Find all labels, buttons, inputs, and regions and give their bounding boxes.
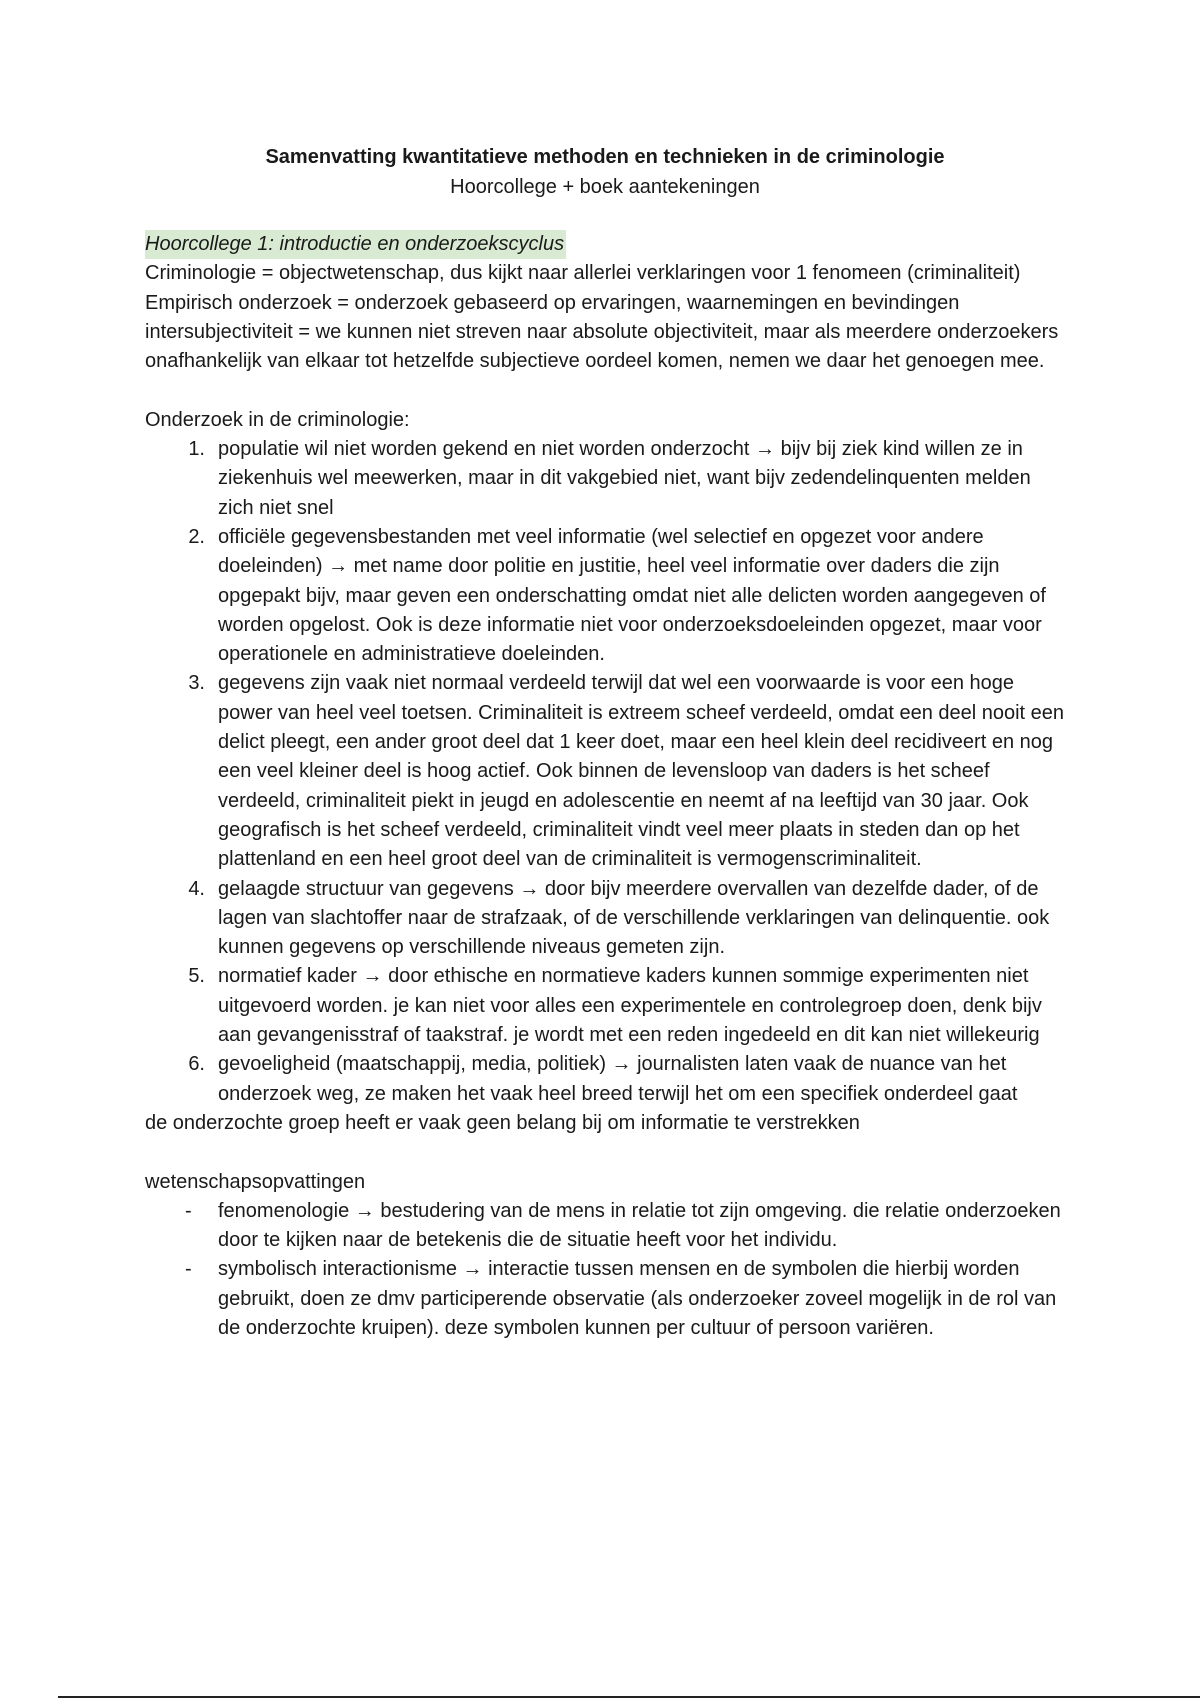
list-item-text: fenomenologie → bestudering van de mens in relatie tot zijn omgeving. die relatie onderzoeken door te kijken naar de betekenis die de situatie heeft voor het individu. (218, 1199, 1061, 1252)
list-item (145, 962, 1065, 1050)
list-item-text: symbolisch interactionisme → interactie tussen mensen en de symbolen die hierbij worden gebruikt, doen ze dmv participerende observatie (als onderzoeker zoveel mogelijk in de rol van de onderzochte kruipen). deze symbolen kunnen per cultuur of persoon variëren. (218, 1258, 1057, 1339)
list-item-text: normatief kader → door ethische en normatieve kaders kunnen sommige experimenten niet uitgevoerd worden. je kan niet voor alles een experimentele en controlegroep doen, denk bijv aan gevangenisstraf of taakstraf. je wordt met een reden ingedeeld en dit kan niet willekeurig (218, 965, 1042, 1047)
list-number: 2. (188, 525, 205, 548)
page-bottom-rule (58, 1696, 1200, 1698)
list-item (145, 1050, 1065, 1109)
intro-paragraph-intersubjectiviteit: intersubjectiviteit = we kunnen niet streven naar absolute objectiviteit, maar als meerdere onderzoekers onafhankelijk van elkaar tot hetzelfde subjectieve oordeel komen, nemen we daar het genoegen mee. (145, 320, 1059, 373)
section-heading: Hoorcollege 1: introductie en onderzoekscyclus (145, 230, 566, 259)
list-item (145, 669, 1065, 874)
dash-marker: - (185, 1199, 192, 1222)
list-item-text: gelaagde structuur van gegevens → door bijv meerdere overvallen van dezelfde dader, of de lagen van slachtoffer naar de strafzaak, of de verschillende verklaringen van delinquentie. ook kunnen gegevens op verschillende niveaus gemeten zijn. (218, 877, 1050, 959)
list-number: 3. (188, 672, 205, 695)
document-subtitle: Hoorcollege + boek aantekeningen (450, 176, 760, 198)
list-item-text: populatie wil niet worden gekend en niet worden onderzocht → bijv bij ziek kind willen ze in ziekenhuis wel meewerken, maar in dit vakgebied niet, want bijv zedendelinquenten melden zich niet snel (218, 438, 1031, 519)
research-closing: de onderzochte groep heeft er vaak geen belang bij om informatie te verstrekken (145, 1111, 860, 1134)
intro-paragraph-criminologie: Criminologie = objectwetenschap, dus kijkt naar allerlei verklaringen voor 1 fenomeen (criminaliteit) (145, 262, 1021, 285)
list-item (145, 1255, 1065, 1343)
list-item-text: gegevens zijn vaak niet normaal verdeeld terwijl dat wel een voorwaarde is voor een hoge power van heel veel toetsen. Criminaliteit is extreem scheef verdeeld, omdat een deel nooit een delict pleegt, een ander groot deel dat 1 keer doet, maar een heel klein deel recidiveert en nog een veel kleiner deel is hoog actief. Ook binnen de levensloop van daders is het scheef verdeeld, criminaliteit piekt in jeugd en adolescentie en neemt af na leeftijd van 30 jaar. Ook geografisch is het scheef verdeeld, criminaliteit vindt veel meer plaats in steden dan op het plattenland en een heel groot deel van de criminaliteit is vermogenscriminaliteit. (218, 672, 1065, 871)
science-list (145, 1197, 1065, 1343)
list-item-text: officiële gegevensbestanden met veel informatie (wel selectief en opgezet voor andere doeleinden) → met name door politie en justitie, heel veel informatie over daders die zijn opgepakt bijv, maar geven een onderschatting omdat niet alle delicten worden aangegeven of worden opgelost. Ook is deze informatie niet voor onderzoeksdoeleinden opgezet, maar voor operationele en administratieve doeleinden. (218, 525, 1046, 666)
document-title: Samenvatting kwantitatieve methoden en technieken in de criminologie (265, 146, 945, 168)
list-item-text: gevoeligheid (maatschappij, media, politiek) → journalisten laten vaak de nuance van het onderzoek weg, ze maken het vaak heel breed terwijl het om een specifiek onderdeel gaat (218, 1053, 1018, 1105)
science-heading: wetenschapsopvattingen (145, 1170, 366, 1193)
dash-marker: - (185, 1258, 192, 1281)
list-number: 4. (188, 877, 205, 900)
research-heading: Onderzoek in de criminologie: (145, 408, 410, 431)
list-item (145, 435, 1065, 523)
list-number: 6. (188, 1053, 205, 1076)
intro-paragraph-empirisch: Empirisch onderzoek = onderzoek gebaseerd op ervaringen, waarnemingen en bevindingen (145, 291, 960, 314)
research-list (145, 435, 1065, 1109)
list-item (145, 523, 1065, 669)
list-number: 1. (188, 438, 205, 461)
list-item (145, 1197, 1065, 1256)
document-page (145, 142, 1065, 1343)
spacer (145, 1138, 1065, 1167)
list-number: 5. (188, 965, 205, 988)
list-item (145, 875, 1065, 963)
spacer (145, 376, 1065, 405)
